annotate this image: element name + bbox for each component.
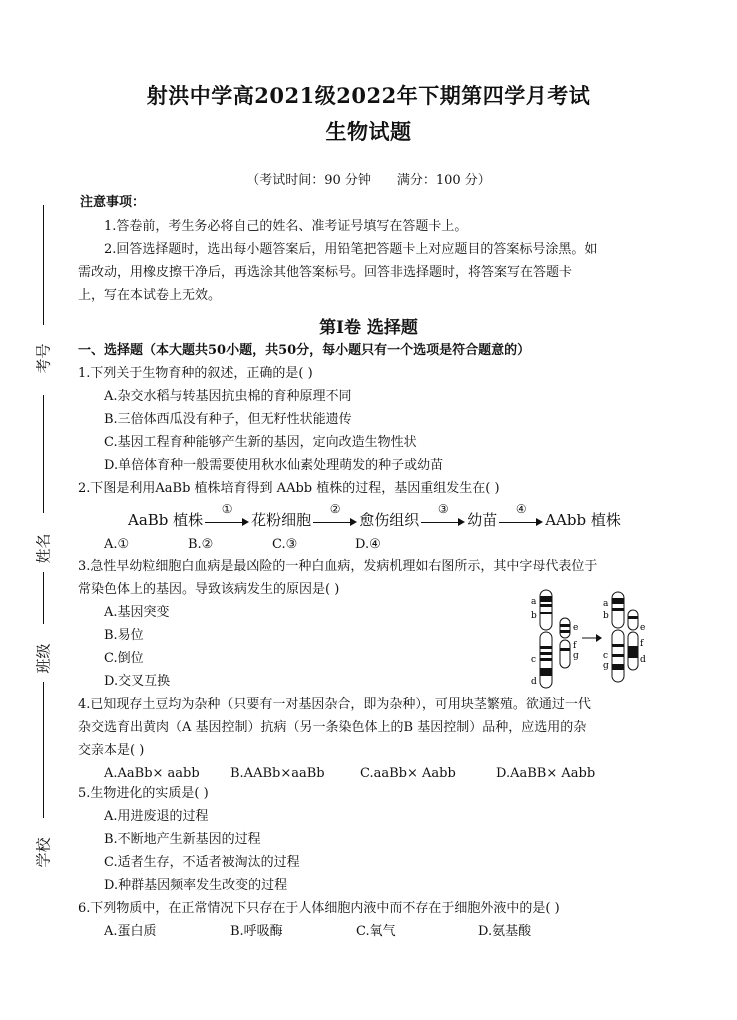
gene-label: a bbox=[531, 597, 537, 607]
q1-option-d: D.单倍体育种一般需要使用秋水仙素处理萌发的种子或幼苗 bbox=[104, 458, 444, 473]
q2-option-b: B.② bbox=[188, 537, 214, 552]
side-label-name: 姓名 bbox=[34, 533, 53, 564]
q5-option-a: A.用进废退的过程 bbox=[104, 809, 209, 824]
q4-stem: 4.已知现存土豆均为杂种（只要有一对基因杂合，即为杂种），可用块茎繁殖。欲通过一代 bbox=[78, 697, 591, 712]
q5-option-c: C.适者生存，不适者被淘汰的过程 bbox=[104, 855, 300, 870]
arrow-icon: ① bbox=[205, 514, 249, 528]
chromosome-short bbox=[560, 618, 570, 668]
gene-label: c bbox=[603, 651, 609, 661]
arrow-icon: ④ bbox=[499, 514, 543, 528]
gene-label: g bbox=[573, 651, 579, 661]
q1-option-c: C.基因工程育种能够产生新的基因，定向改造生物性状 bbox=[104, 435, 417, 450]
arrow-icon bbox=[582, 634, 602, 642]
side-label-class: 班级 bbox=[34, 643, 53, 674]
q6-option-b: B.呼吸酶 bbox=[230, 924, 283, 939]
flow-step-4: 幼苗 bbox=[467, 511, 498, 529]
gene-label: e bbox=[640, 623, 646, 633]
q4-stem-cont: 交亲本是( ) bbox=[78, 743, 145, 758]
flow-step-3: 愈伤组织 bbox=[359, 511, 420, 529]
gene-label: f bbox=[640, 639, 644, 649]
q3-stem: 3.急性早幼粒细胞白血病是最凶险的一种白血病，发病机理如右图所示，其中字母代表位于 bbox=[78, 559, 598, 574]
q5-option-b: B.不断地产生新基因的过程 bbox=[104, 832, 261, 847]
q5-option-d: D.种群基因频率发生改变的过程 bbox=[104, 878, 288, 893]
q4-stem-cont: 杂交选育出黄肉（A 基因控制）抗病（另一条染色体上的B 基因控制）品种，应选用的杂 bbox=[78, 720, 587, 735]
q6-stem: 6.下列物质中，在正常情况下只存在于人体细胞内液中而不存在于细胞外液中的是( ) bbox=[78, 901, 560, 916]
margin-line bbox=[43, 205, 44, 325]
q3-stem-cont: 常染色体上的基因。导致该病发生的原因是( ) bbox=[78, 582, 340, 597]
q4-option-b: B.AABb×aaBb bbox=[230, 766, 325, 781]
q6-option-d: D.氨基酸 bbox=[478, 924, 532, 939]
q4-option-d: D.AaBB× Aabb bbox=[496, 766, 596, 781]
q2-option-d: D.④ bbox=[355, 537, 381, 552]
gene-label: c bbox=[531, 655, 537, 665]
note-1: 1.答卷前，考生务必将自己的姓名、准考证号填写在答题卡上。 bbox=[104, 219, 468, 234]
note-2: 2.回答选择题时，选出每小题答案后，用铅笔把答题卡上对应题目的答案标号涂黑。如 bbox=[104, 242, 598, 257]
flow-step-2: 花粉细胞 bbox=[251, 511, 312, 529]
page-subtitle: 生物试题 bbox=[325, 119, 412, 144]
chromosome-long-translocated bbox=[612, 592, 624, 682]
gene-label: g bbox=[603, 661, 609, 671]
arrow-icon: ② bbox=[313, 514, 357, 528]
q1-stem: 1.下列关于生物育种的叙述，正确的是( ) bbox=[78, 366, 313, 381]
gene-label: b bbox=[531, 611, 537, 621]
q1-option-a: A.杂交水稻与转基因抗虫棉的育种原理不同 bbox=[104, 389, 352, 404]
q3-option-a: A.基因突变 bbox=[104, 605, 170, 620]
margin-line bbox=[43, 572, 44, 624]
q6-option-a: A.蛋白质 bbox=[104, 924, 157, 939]
q4-option-a: A.AaBb× aabb bbox=[104, 766, 200, 781]
note-2-cont: 上，写在本试卷上无效。 bbox=[78, 288, 222, 303]
arrow-icon: ③ bbox=[421, 514, 465, 528]
chromosome-figure bbox=[528, 588, 658, 692]
gene-label: b bbox=[603, 611, 609, 621]
page-title: 射洪中学高2021级2022年下期第四学月考试 bbox=[146, 83, 591, 108]
gene-label: e bbox=[573, 623, 579, 633]
notes-heading: 注意事项： bbox=[80, 195, 146, 210]
note-2-cont: 需改动，用橡皮擦干净后，再选涂其他答案标号。回答非选择题时，将答案写在答题卡 bbox=[78, 265, 573, 280]
q4-option-c: C.aaBb× Aabb bbox=[360, 766, 456, 781]
q2-flow bbox=[128, 502, 621, 530]
section-desc: 一、选择题（本大题共50小题，共50分，每小题只有一个选项是符合题意的） bbox=[78, 343, 531, 358]
q2-stem: 2.下图是利用AaBb 植株培育得到 AAbb 植株的过程，基因重组发生在( ) bbox=[78, 481, 500, 496]
gene-label: d bbox=[640, 655, 646, 665]
side-label-school: 学校 bbox=[34, 837, 53, 868]
flow-step-1: AaBb 植株 bbox=[128, 511, 204, 529]
exam-info: （考试时间：90 分钟 满分：100 分） bbox=[246, 173, 491, 188]
side-label-exam-no: 考号 bbox=[34, 343, 53, 374]
gene-label: f bbox=[573, 641, 577, 651]
margin-line bbox=[43, 682, 44, 818]
q2-option-a: A.① bbox=[104, 537, 130, 552]
q6-option-c: C.氧气 bbox=[356, 924, 396, 939]
q3-option-c: C.倒位 bbox=[104, 651, 144, 666]
margin-line bbox=[43, 395, 44, 513]
q3-option-b: B.易位 bbox=[104, 628, 144, 643]
q2-option-c: C.③ bbox=[272, 537, 298, 552]
section-title: 第Ⅰ卷 选择题 bbox=[319, 318, 418, 338]
q1-option-b: B.三倍体西瓜没有种子，但无籽性状能遗传 bbox=[104, 412, 352, 427]
gene-label: d bbox=[531, 677, 537, 687]
q5-stem: 5.生物进化的实质是( ) bbox=[78, 786, 209, 801]
flow-step-5: AAbb 植株 bbox=[545, 511, 621, 529]
chromosome-short-translocated bbox=[628, 610, 638, 670]
chromosome-long bbox=[540, 590, 552, 688]
gene-label: a bbox=[603, 599, 609, 609]
q3-option-d: D.交叉互换 bbox=[104, 674, 171, 689]
